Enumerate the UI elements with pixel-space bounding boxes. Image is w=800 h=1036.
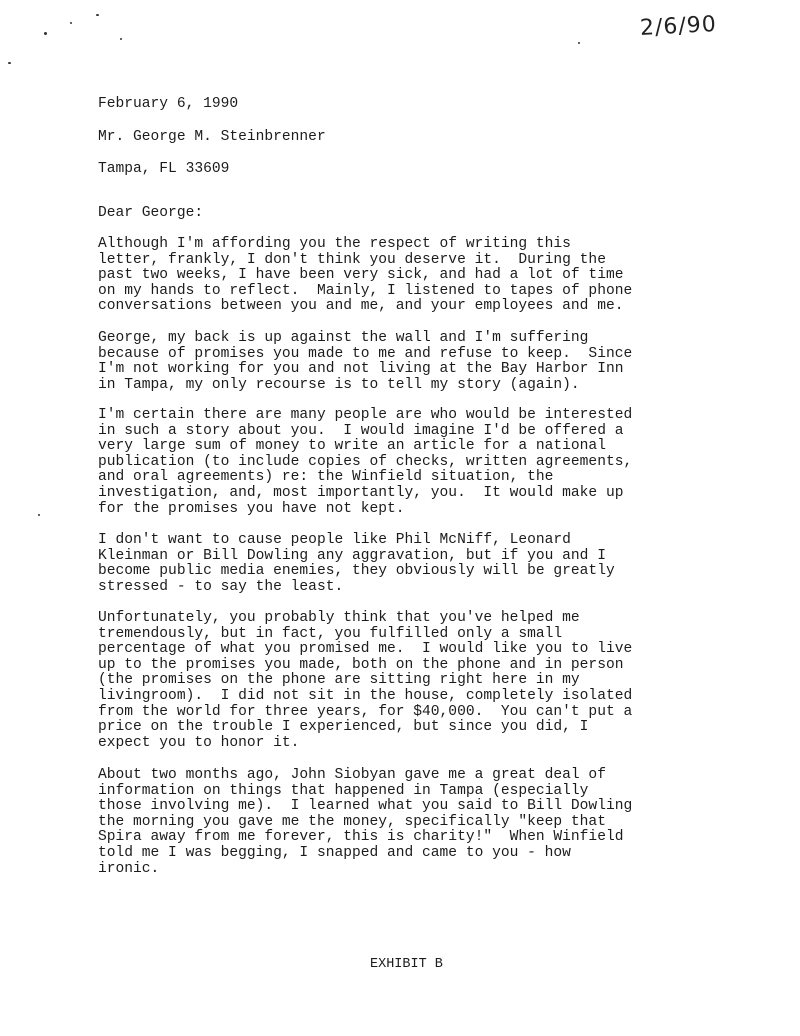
scan-speck (96, 14, 99, 16)
scan-speck (44, 32, 47, 35)
scan-speck (120, 38, 122, 40)
exhibit-label: EXHIBIT B (370, 957, 443, 972)
paragraph: I don't want to cause people like Phil McNiff, Leonard Kleinman or Bill Dowling any aggravation, but if you and I become public media enemies, they obviously will be greatly stressed - to say the least. (98, 532, 615, 595)
paragraph: I'm certain there are many people are who would be interested in such a story about you. I would imagine I'd be offered a very large sum of money to write an article for a national publication (to include copies of checks, written agreements, and oral agreements) re: the Winfield situation, the investigation, and, most importantly, you. It would make up for the promises you have not kept. (98, 407, 633, 517)
paragraph: Although I'm affording you the respect of writing this letter, frankly, I don't think you deserve it. During the past two weeks, I have been very sick, and had a lot of time on my hands to reflect. Mainly, I listened to tapes of phone conversations between you and me, and your employees and me. (98, 236, 633, 315)
paragraph: Unfortunately, you probably think that you've helped me tremendously, but in fact, you fulfilled only a small percentage of what you promised me. I would like you to live up to the promises you made, both on the phone and in person (the promises on the phone are sitting right here in my livingroom). I did not sit in the house, completely isolated from the world for three years, for $40,000. You can't put a price on the trouble I experienced, but since you did, I expect you to honor it. (98, 610, 633, 751)
paragraph: George, my back is up against the wall and I'm suffering because of promises you made to me and refuse to keep. Since I'm not working for you and not living at the Bay Harbor Inn in Tampa, my only recourse is to tell my story (again). (98, 330, 633, 393)
scan-speck (38, 514, 40, 516)
salutation: Dear George: (98, 205, 204, 221)
scan-speck (8, 62, 11, 64)
paragraph: About two months ago, John Siobyan gave me a great deal of information on things that happened in Tampa (especially those involving me). I learned what you said to Bill Dowling the morning you gave me the money, specifically "keep that Spira away from me forever, this is charity!" When Winfield told me I was begging, I snapped and came to you - how ironic. (98, 767, 633, 877)
scan-speck (578, 42, 580, 44)
scan-speck (70, 22, 72, 24)
letter-date: February 6, 1990 (98, 96, 239, 112)
recipient-city: Tampa, FL 33609 (98, 161, 230, 177)
recipient-name: Mr. George M. Steinbrenner (98, 129, 326, 145)
handwritten-date: 2/6/90 (639, 12, 718, 41)
